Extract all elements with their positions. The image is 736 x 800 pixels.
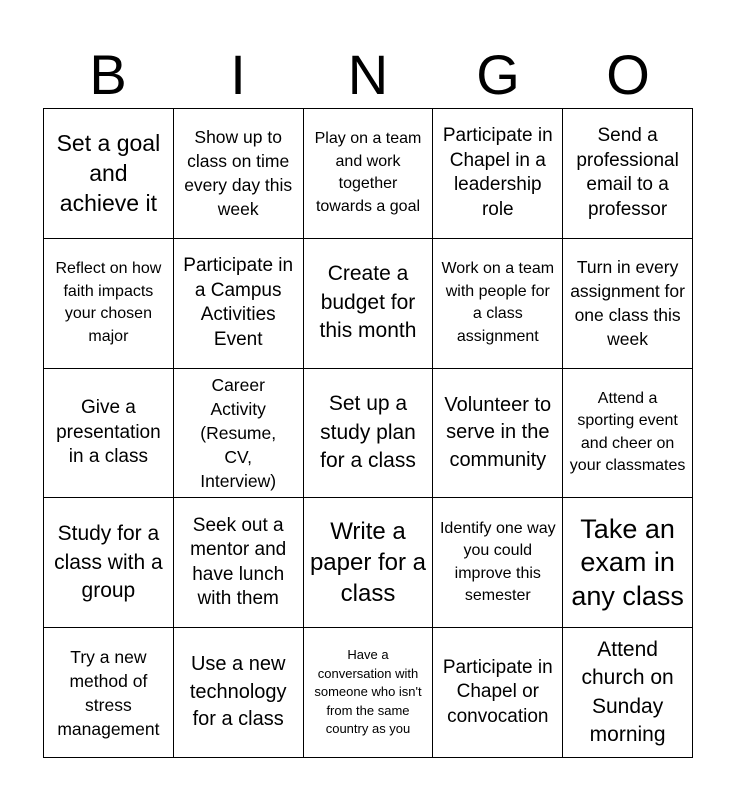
cell-label: Set up a study plan for a class bbox=[320, 392, 416, 473]
bingo-cell[interactable] bbox=[44, 369, 174, 499]
bingo-cell[interactable] bbox=[44, 498, 174, 628]
bingo-cell[interactable] bbox=[433, 109, 563, 239]
bingo-cell[interactable] bbox=[563, 498, 693, 628]
bingo-cell[interactable] bbox=[174, 239, 304, 369]
bingo-cell[interactable] bbox=[44, 239, 174, 369]
bingo-cell[interactable] bbox=[174, 628, 304, 758]
bingo-cell[interactable] bbox=[433, 239, 563, 369]
cell-label: Attend a sporting event and cheer on your classmates bbox=[569, 389, 686, 475]
cell-label: Send a professional email to a professor bbox=[576, 125, 679, 220]
cell-label: Play on a team and work together towards a goal bbox=[314, 130, 422, 215]
bingo-cell[interactable] bbox=[44, 109, 174, 239]
bingo-cell[interactable] bbox=[563, 109, 693, 239]
bingo-header bbox=[43, 42, 693, 108]
bingo-cell[interactable] bbox=[304, 369, 434, 499]
cell-label: Take an exam in any class bbox=[571, 513, 684, 611]
header-letter-b: B bbox=[89, 43, 127, 106]
cell-label: Work on a team with people for a class assignment bbox=[441, 260, 555, 345]
cell-label: Study for a class with a group bbox=[54, 522, 163, 603]
cell-label: Participate in a Campus Activities Event bbox=[183, 255, 294, 350]
cell-label: Try a new method of stress management bbox=[57, 646, 160, 739]
bingo-cell[interactable] bbox=[563, 628, 693, 758]
bingo-cell[interactable] bbox=[44, 628, 174, 758]
bingo-cell[interactable] bbox=[174, 109, 304, 239]
bingo-cell[interactable] bbox=[174, 498, 304, 628]
bingo-cell[interactable] bbox=[433, 369, 563, 499]
cell-label: Set a goal and achieve it bbox=[56, 130, 161, 217]
bingo-cell[interactable] bbox=[304, 498, 434, 628]
cell-label: Use a new technology for a class bbox=[189, 653, 287, 731]
header-letter-n: N bbox=[347, 43, 389, 106]
cell-label: Participate in Chapel or convocation bbox=[442, 656, 553, 727]
bingo-grid bbox=[43, 108, 693, 758]
bingo-cell[interactable] bbox=[304, 239, 434, 369]
bingo-cell[interactable] bbox=[433, 498, 563, 628]
cell-label: Seek out a mentor and have lunch with them bbox=[190, 514, 287, 610]
cell-label: Reflect on how faith impacts your chosen major bbox=[55, 260, 162, 345]
bingo-cell[interactable] bbox=[563, 239, 693, 369]
bingo-cell[interactable] bbox=[433, 628, 563, 758]
cell-label: Write a paper for a class bbox=[309, 518, 427, 608]
header-letter-g: G bbox=[476, 43, 520, 106]
cell-label: Have a conversation with someone who isn't from the same country as you bbox=[314, 647, 422, 737]
cell-label: Show up to class on time every day this week bbox=[184, 127, 293, 220]
cell-label: Career Activity (Resume, CV, Interview) bbox=[200, 374, 277, 491]
header-letter-i: I bbox=[230, 43, 246, 106]
cell-label: Give a presentation in a class bbox=[56, 397, 161, 468]
bingo-cell[interactable] bbox=[304, 109, 434, 239]
cell-label: Participate in Chapel in a leadership role bbox=[442, 125, 553, 220]
bingo-cell[interactable] bbox=[563, 369, 693, 499]
cell-label: Turn in every assignment for one class this week bbox=[570, 257, 685, 350]
header-letter-o: O bbox=[606, 43, 650, 106]
cell-label: Create a budget for this month bbox=[319, 262, 417, 343]
cell-label: Volunteer to serve in the community bbox=[444, 393, 552, 471]
bingo-cell[interactable] bbox=[174, 369, 304, 499]
cell-label: Identify one way you could improve this semester bbox=[439, 519, 556, 605]
cell-label: Attend church on Sunday morning bbox=[581, 637, 674, 747]
bingo-cell[interactable] bbox=[304, 628, 434, 758]
